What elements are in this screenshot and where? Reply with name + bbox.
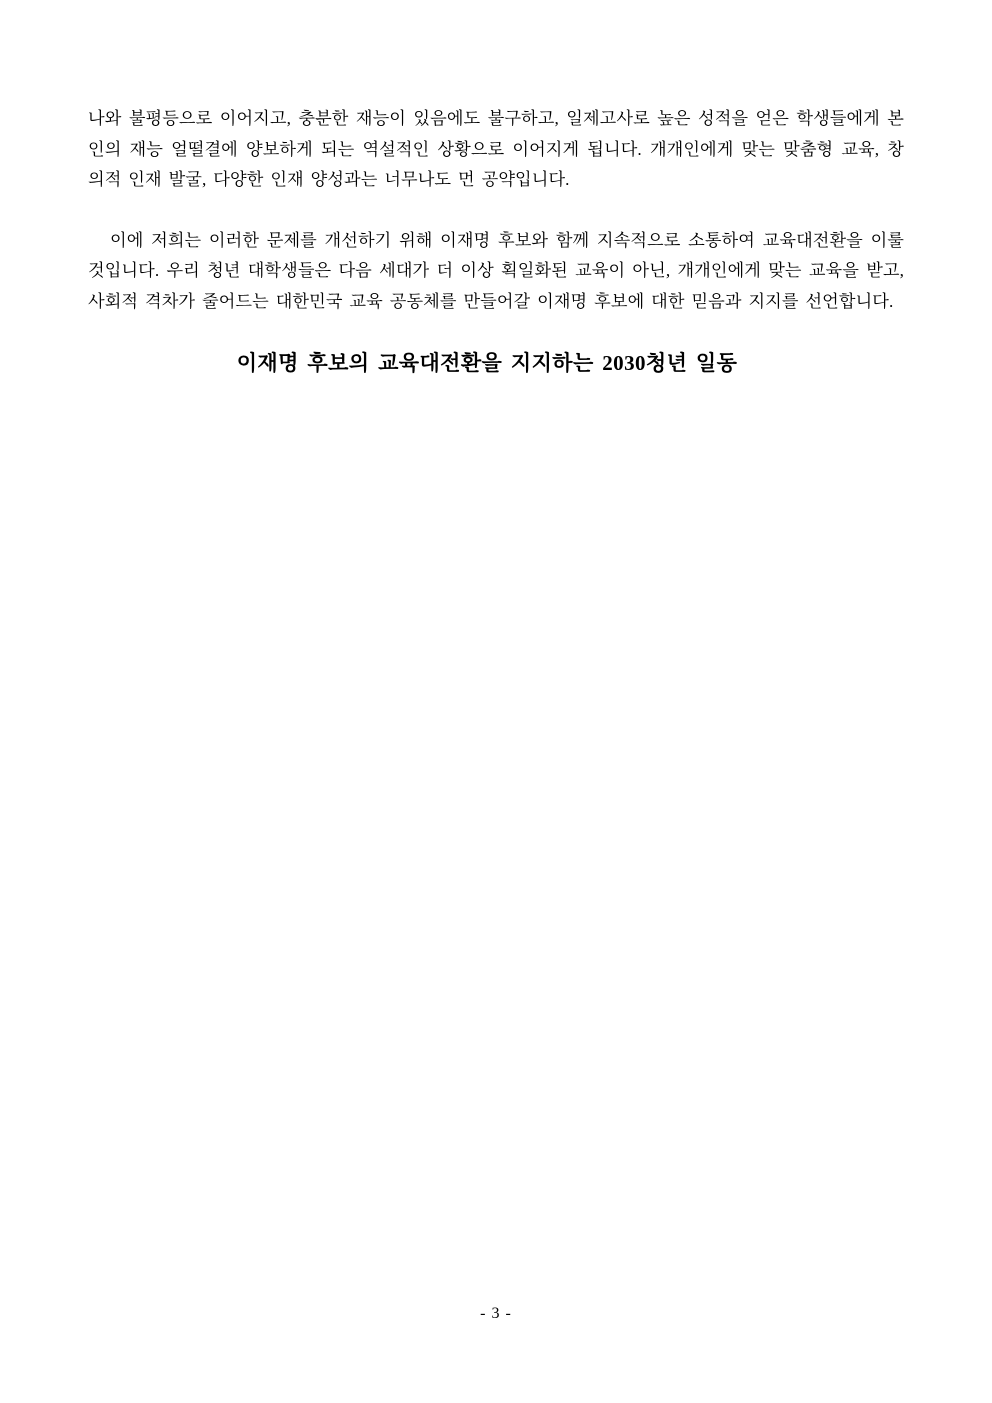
page-number: - 3 - <box>480 1305 512 1322</box>
closing-statement: 이재명 후보의 교육대전환을 지지하는 2030청년 일동 <box>236 351 738 375</box>
paragraph-1: 나와 불평등으로 이어지고, 충분한 재능이 있음에도 불구하고, 일제고사로 높은 성적을 얻은 학생들에게 본인의 재능 얼떨결에 양보하게 되는 역설적인 상황으로 이어지게 됩니다. 개개인에게 맞는 맞춤형 교육, 창의적 인재 발굴, 다양한 인재 양성과는 너무나도 먼 공약입니다. <box>88 109 904 189</box>
document-body <box>88 104 904 398</box>
paragraph-spacer <box>88 196 904 226</box>
paragraph-2: 이에 저희는 이러한 문제를 개선하기 위해 이재명 후보와 함께 지속적으로 소통하여 교육대전환을 이룰 것입니다. 우리 청년 대학생들은 다음 세대가 더 이상 획일화된 교육이 아닌, 개개인에게 맞는 교육을 받고, 사회적 격차가 줄어드는 대한민국 교육 공동체를 만들어갈 이재명 후보에 대한 믿음과 지지를 선언합니다. <box>88 230 904 311</box>
